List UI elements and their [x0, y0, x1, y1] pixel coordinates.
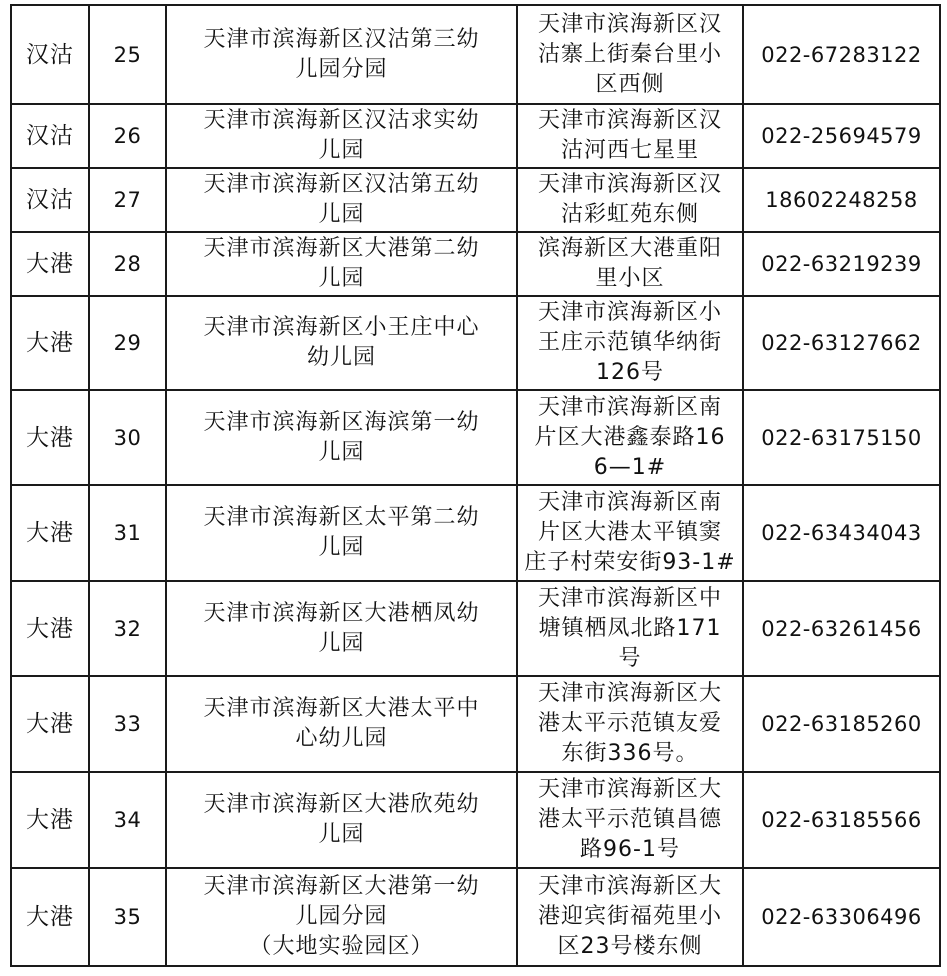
- table-row: [11, 104, 940, 168]
- area-cell: 大港: [11, 232, 89, 296]
- table-row: [11, 581, 940, 676]
- area-cell: 大港: [11, 296, 89, 390]
- table-row: [11, 232, 940, 296]
- area-cell: 汉沽: [11, 168, 89, 232]
- phone-cell: 022-63306496: [743, 868, 940, 966]
- number-cell: 35: [89, 868, 166, 966]
- kindergarten-name-cell: 天津市滨海新区大港第一幼 儿园分园 （大地实验园区）: [166, 868, 517, 966]
- area-cell: 汉沽: [11, 5, 89, 104]
- number-cell: 29: [89, 296, 166, 390]
- number-cell: 25: [89, 5, 166, 104]
- address-cell: 天津市滨海新区汉 沽河西七星里: [517, 104, 743, 168]
- table-row: [11, 168, 940, 232]
- kindergarten-name-cell: 天津市滨海新区大港栖凤幼 儿园: [166, 581, 517, 676]
- kindergarten-table: [10, 4, 941, 967]
- number-cell: 31: [89, 485, 166, 581]
- phone-cell: 022-63185566: [743, 772, 940, 868]
- address-cell: 天津市滨海新区小 王庄示范镇华纳街 126号: [517, 296, 743, 390]
- kindergarten-name-cell: 天津市滨海新区海滨第一幼 儿园: [166, 390, 517, 485]
- number-cell: 27: [89, 168, 166, 232]
- area-cell: 大港: [11, 485, 89, 581]
- address-cell: 天津市滨海新区中 塘镇栖凤北路171 号: [517, 581, 743, 676]
- area-cell: 汉沽: [11, 104, 89, 168]
- number-cell: 26: [89, 104, 166, 168]
- address-cell: 天津市滨海新区汉 沽彩虹苑东侧: [517, 168, 743, 232]
- area-cell: 大港: [11, 676, 89, 772]
- area-cell: 大港: [11, 772, 89, 868]
- number-cell: 32: [89, 581, 166, 676]
- area-cell: 大港: [11, 868, 89, 966]
- address-cell: 天津市滨海新区南 片区大港鑫泰路16 6—1#: [517, 390, 743, 485]
- kindergarten-name-cell: 天津市滨海新区大港第二幼 儿园: [166, 232, 517, 296]
- table-row: [11, 390, 940, 485]
- address-cell: 滨海新区大港重阳 里小区: [517, 232, 743, 296]
- area-cell: 大港: [11, 581, 89, 676]
- table-row: [11, 772, 940, 868]
- kindergarten-name-cell: 天津市滨海新区大港欣苑幼 儿园: [166, 772, 517, 868]
- number-cell: 34: [89, 772, 166, 868]
- phone-cell: 022-67283122: [743, 5, 940, 104]
- phone-cell: 022-63434043: [743, 485, 940, 581]
- number-cell: 28: [89, 232, 166, 296]
- kindergarten-name-cell: 天津市滨海新区大港太平中 心幼儿园: [166, 676, 517, 772]
- phone-cell: 18602248258: [743, 168, 940, 232]
- phone-cell: 022-63185260: [743, 676, 940, 772]
- kindergarten-name-cell: 天津市滨海新区汉沽求实幼 儿园: [166, 104, 517, 168]
- address-cell: 天津市滨海新区汉 沽寨上街秦台里小 区西侧: [517, 5, 743, 104]
- table-row: [11, 296, 940, 390]
- address-cell: 天津市滨海新区南 片区大港太平镇窦 庄子村荣安街93-1#: [517, 485, 743, 581]
- address-cell: 天津市滨海新区大 港太平示范镇昌德 路96-1号: [517, 772, 743, 868]
- address-cell: 天津市滨海新区大 港迎宾街福苑里小 区23号楼东侧: [517, 868, 743, 966]
- phone-cell: 022-63261456: [743, 581, 940, 676]
- phone-cell: 022-25694579: [743, 104, 940, 168]
- table-row: [11, 5, 940, 104]
- table-row: [11, 676, 940, 772]
- kindergarten-name-cell: 天津市滨海新区太平第二幼 儿园: [166, 485, 517, 581]
- phone-cell: 022-63127662: [743, 296, 940, 390]
- phone-cell: 022-63219239: [743, 232, 940, 296]
- table-row: [11, 868, 940, 966]
- kindergarten-name-cell: 天津市滨海新区汉沽第三幼 儿园分园: [166, 5, 517, 104]
- kindergarten-name-cell: 天津市滨海新区汉沽第五幼 儿园: [166, 168, 517, 232]
- kindergarten-name-cell: 天津市滨海新区小王庄中心 幼儿园: [166, 296, 517, 390]
- table-row: [11, 485, 940, 581]
- number-cell: 33: [89, 676, 166, 772]
- number-cell: 30: [89, 390, 166, 485]
- address-cell: 天津市滨海新区大 港太平示范镇友爱 东街336号。: [517, 676, 743, 772]
- phone-cell: 022-63175150: [743, 390, 940, 485]
- area-cell: 大港: [11, 390, 89, 485]
